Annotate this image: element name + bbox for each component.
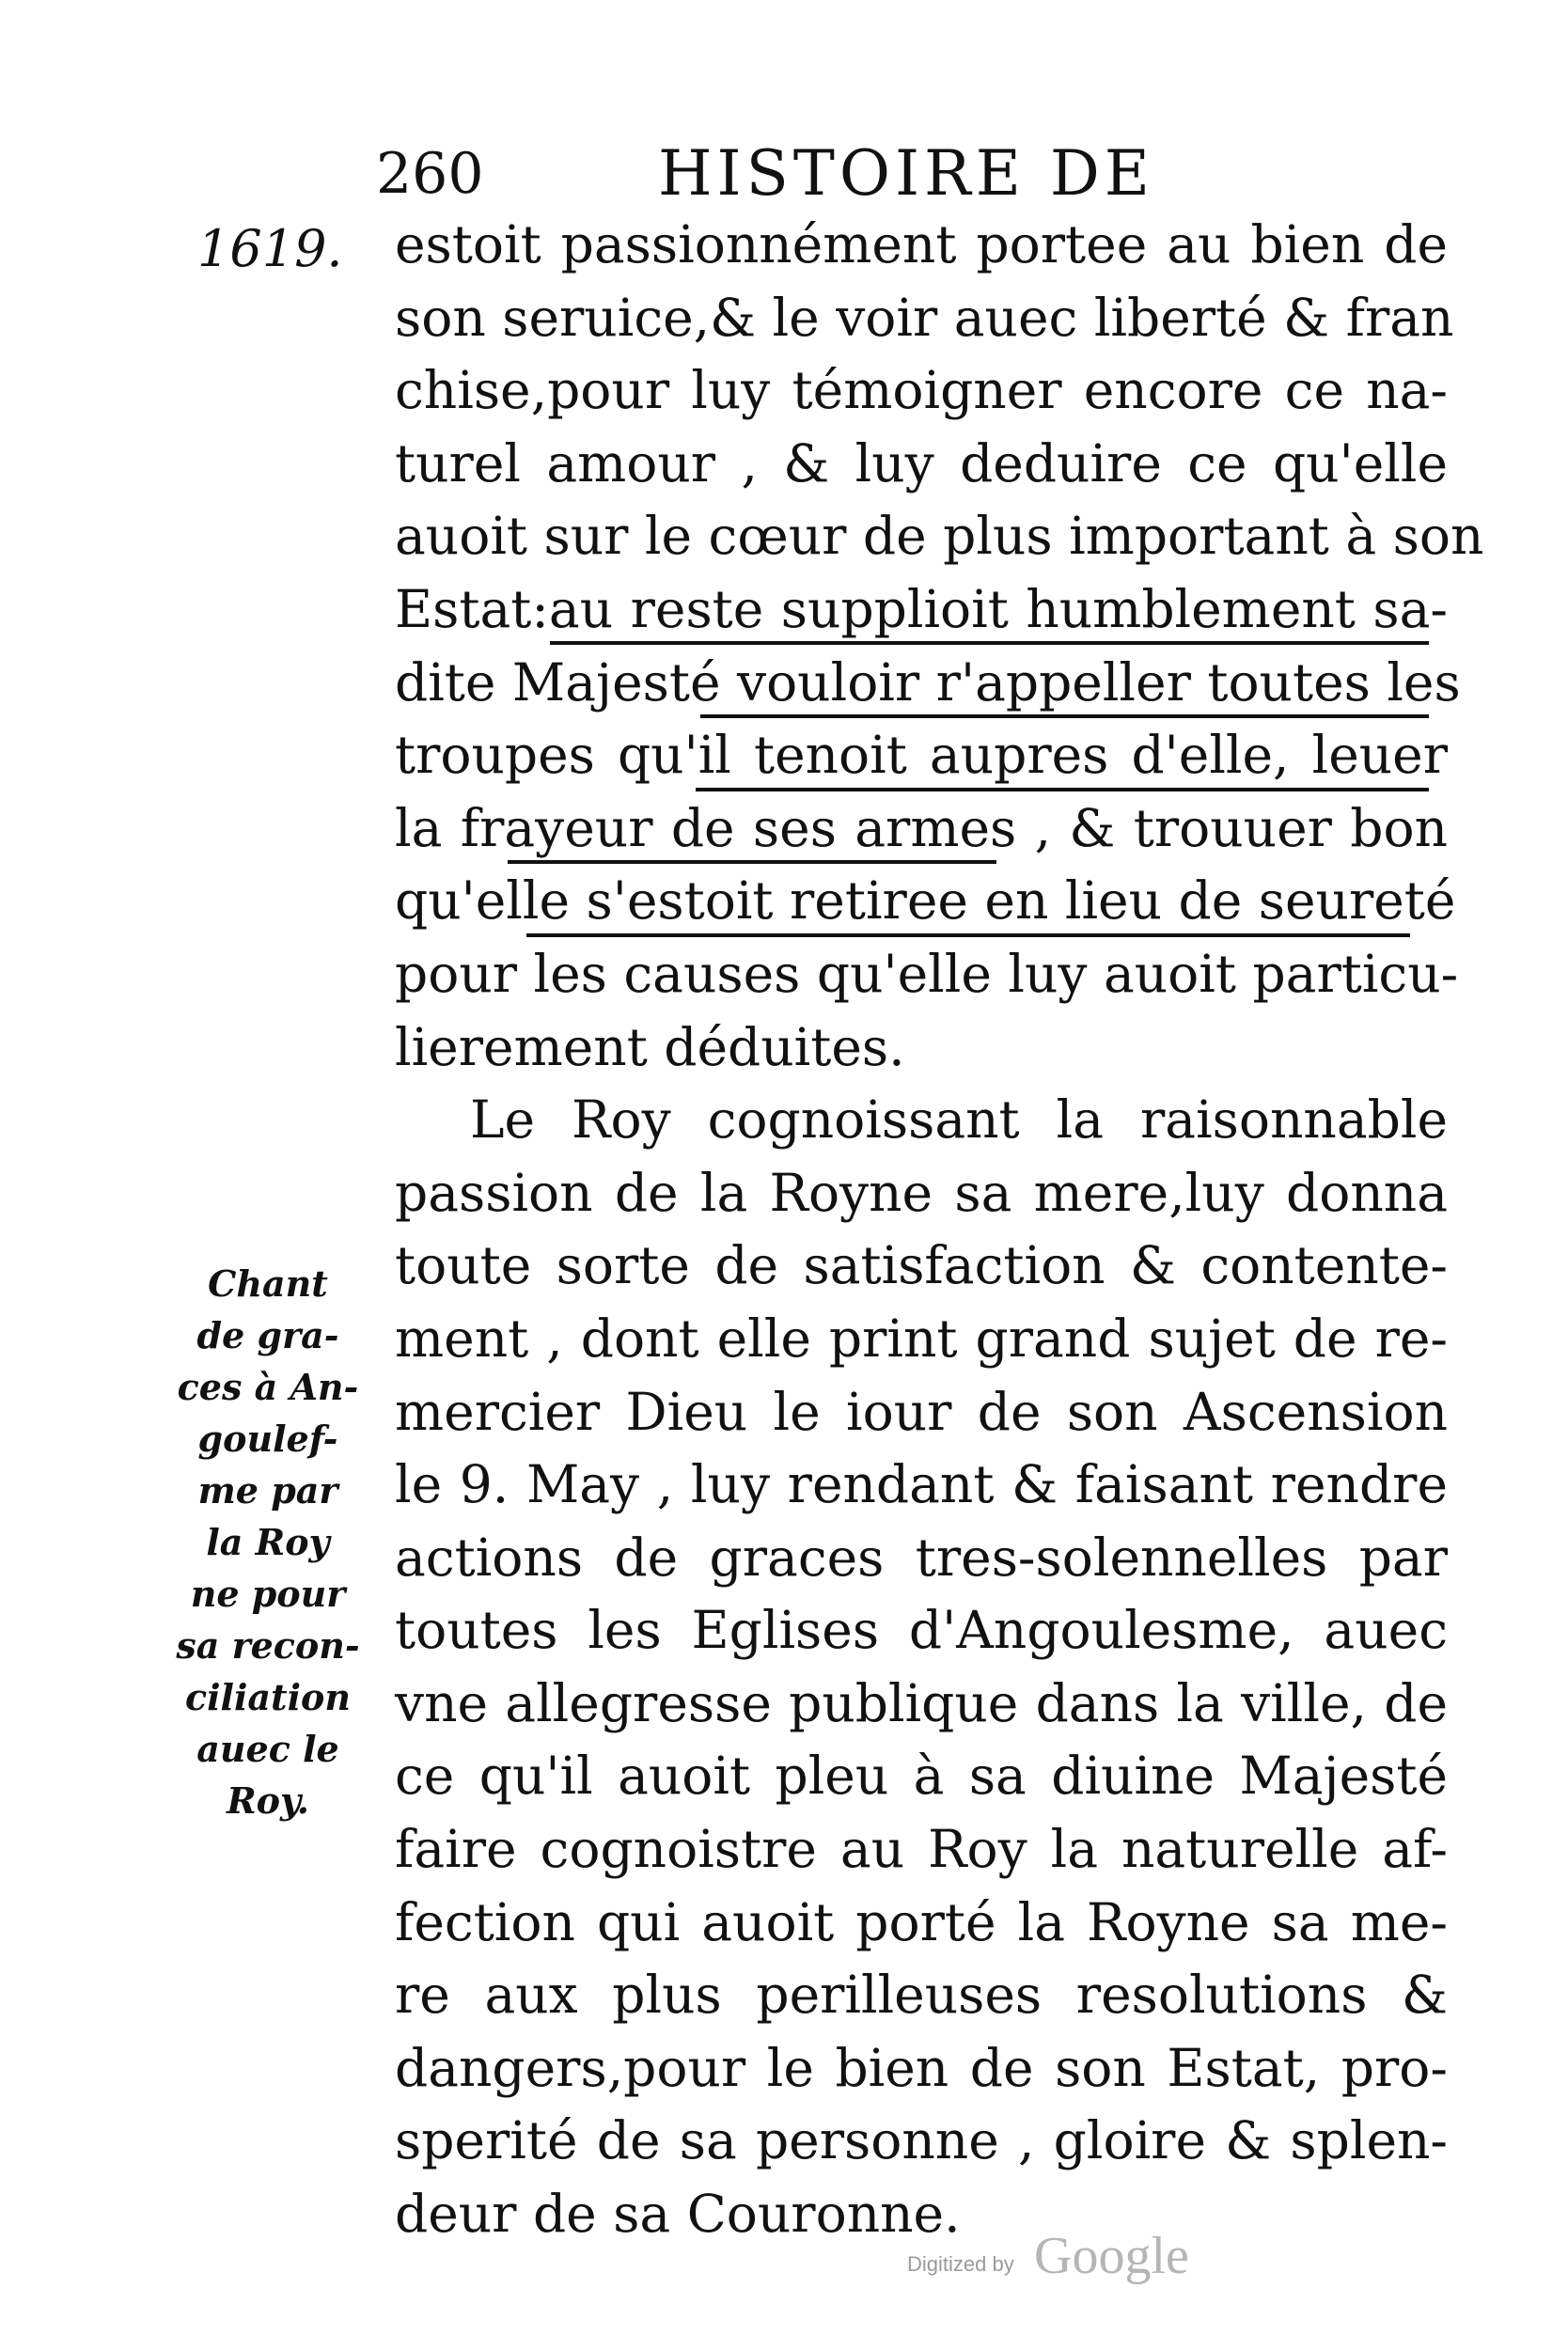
text-line: troupes qu'il tenoit aupres d'elle, leuer — [395, 725, 1448, 786]
margin-note-line: Roy. — [227, 1779, 309, 1822]
text-line: auoit sur le cœur de plus important à son — [395, 506, 1484, 567]
paragraph-2 — [395, 1084, 1448, 2251]
text-line: toutes les Eglises d'Angoulesme, auec — [395, 1600, 1448, 1661]
text-line: pour les causes qu'elle luy auoit particu- — [395, 943, 1459, 1004]
text-line: dangers,pour le bien de son Estat, pro- — [395, 2037, 1448, 2098]
margin-note-line: auec le — [196, 1728, 339, 1770]
paragraph-1 — [395, 209, 1484, 1084]
text-line: lierement déduites. — [395, 1016, 905, 1077]
text-line: chise,pour luy témoigner encore ce na- — [395, 360, 1448, 421]
page-number: 260 — [376, 141, 484, 207]
text-line: fection qui auoit porté la Royne sa me- — [395, 1891, 1448, 1952]
text-line: ce qu'il auoit pleu à sa diuine Majesté — [395, 1746, 1448, 1807]
text-line: ment , dont elle print grand sujet de re- — [395, 1308, 1448, 1369]
page-header — [376, 132, 1466, 216]
margin-note — [160, 1258, 376, 1826]
margin-note-line: ces à An- — [177, 1366, 359, 1408]
margin-note-line: Chant — [208, 1262, 328, 1305]
handwritten-underline — [526, 933, 1410, 937]
text-line: actions de graces tres-solennelles par — [395, 1527, 1448, 1588]
text-line: toute sorte de satisfaction & contente- — [395, 1235, 1448, 1296]
text-line: dite Majesté vouloir r'appeller toutes les — [395, 651, 1461, 713]
text-line: turel amour , & luy deduire ce qu'elle — [395, 432, 1448, 494]
margin-note-line: me par — [197, 1469, 338, 1512]
text-line: vne allegresse publique dans la ville, de — [395, 1672, 1448, 1733]
text-line: sperité de sa personne , gloire & splen- — [395, 2110, 1448, 2171]
margin-year: 1619. — [197, 219, 343, 278]
text-line: re aux plus perilleuses resolutions & — [395, 1965, 1448, 2026]
text-line: Le Roy cognoissant la raisonnable — [470, 1089, 1448, 1151]
running-title: HISTOIRE DE — [658, 137, 1154, 210]
text-line: estoit passionnément portee au bien de — [395, 214, 1448, 274]
handwritten-underline — [550, 641, 1429, 645]
text-line: mercier Dieu le iour de son Ascension — [395, 1381, 1448, 1442]
handwritten-underline — [700, 714, 1429, 718]
margin-note-line: goulef- — [197, 1418, 338, 1460]
text-line: son seruice,& le voir auec liberté & fran — [395, 287, 1454, 348]
handwritten-underline — [508, 860, 996, 864]
margin-note-line: de gra- — [196, 1314, 339, 1356]
margin-note-line: ciliation — [184, 1676, 352, 1718]
digitized-by-label: Digitized by — [907, 2252, 1014, 2276]
google-logo: Google — [1034, 2227, 1189, 2285]
text-line: faire cognoistre au Roy la naturelle af- — [395, 1819, 1448, 1880]
handwritten-underline — [696, 788, 1429, 791]
body-text — [395, 209, 1484, 2251]
margin-note-line: ne pour — [190, 1573, 346, 1615]
text-line: la frayeur de ses armes , & trouuer bon — [395, 797, 1448, 858]
text-line: Estat:au reste supplioit humblement sa- — [395, 578, 1448, 639]
margin-note-line: sa recon- — [176, 1624, 360, 1667]
margin-note-line: la Roy — [206, 1521, 330, 1563]
text-line: le 9. May , luy rendant & faisant rendre — [395, 1454, 1448, 1515]
text-line: qu'elle s'estoit retiree en lieu de seureté — [395, 870, 1456, 932]
text-line: deur de sa Couronne. — [395, 2184, 961, 2245]
text-line: passion de la Royne sa mere,luy donna — [395, 1162, 1448, 1223]
